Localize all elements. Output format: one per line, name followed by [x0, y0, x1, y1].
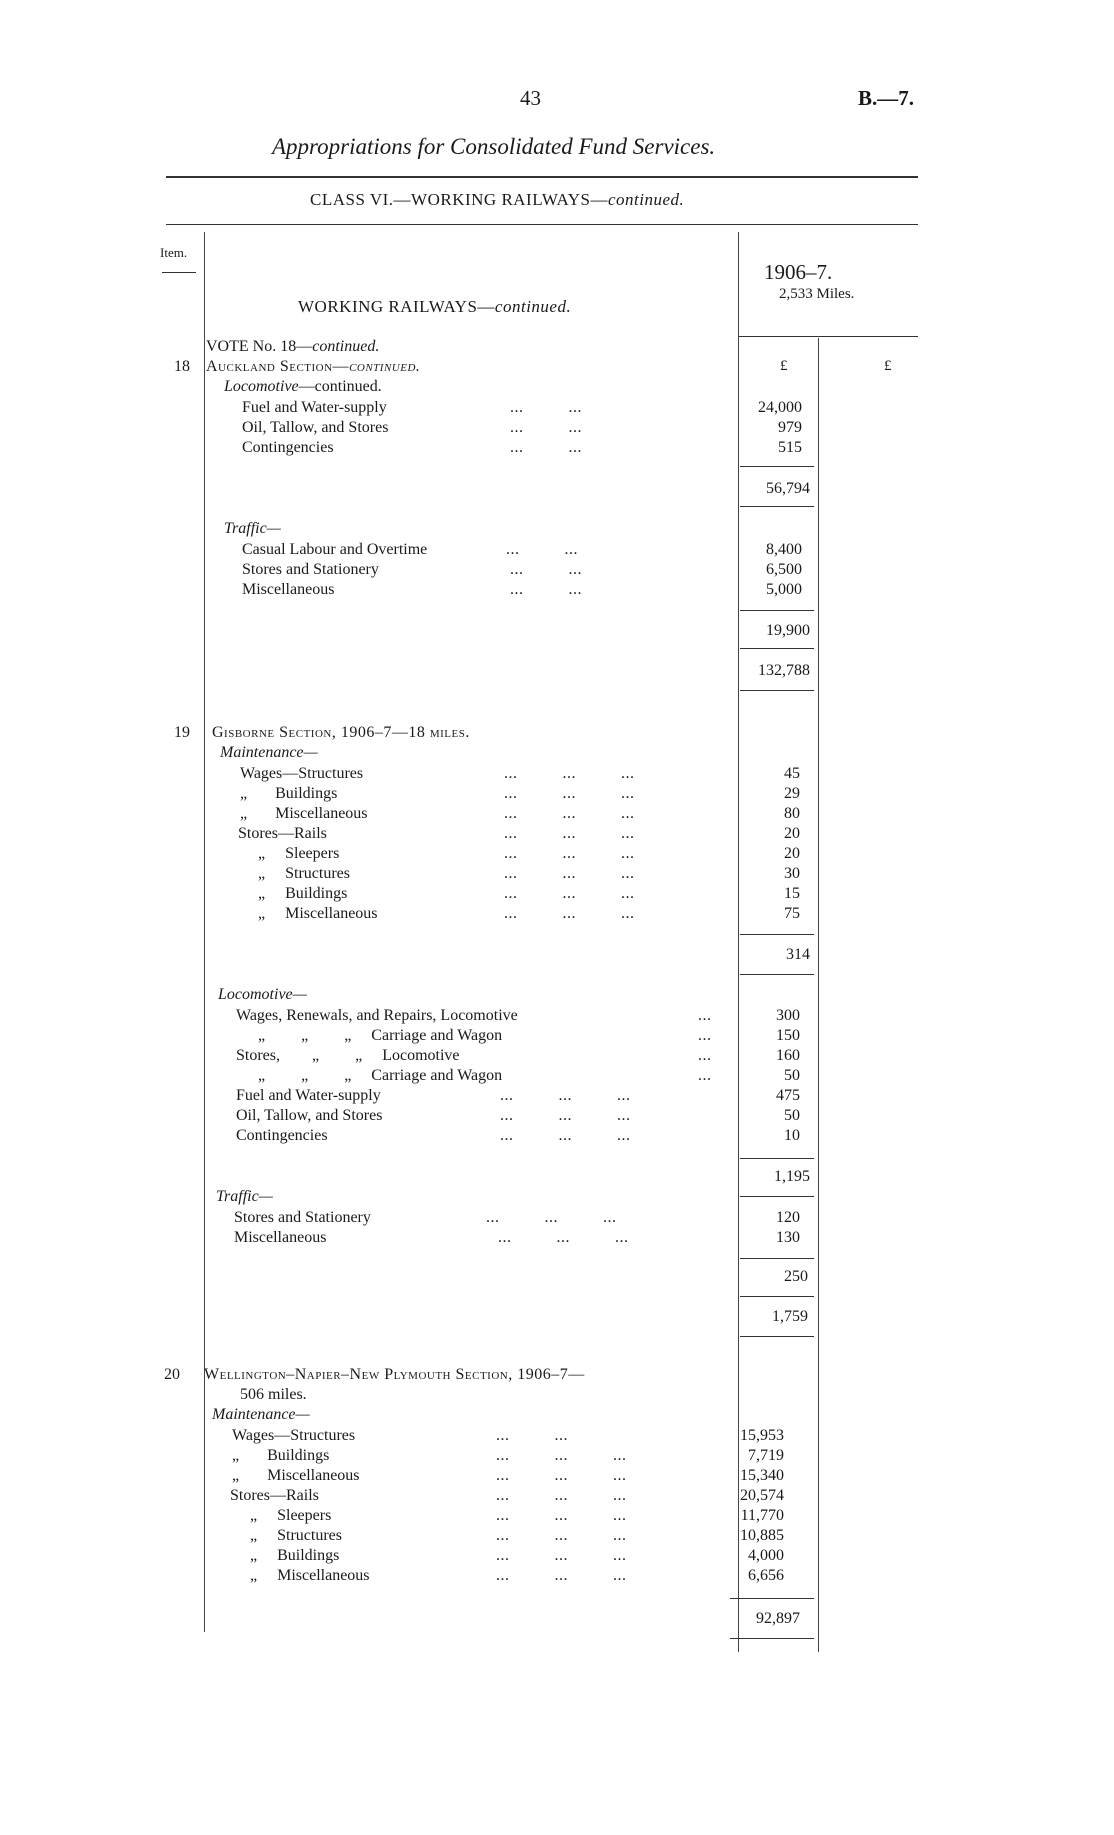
- table-row: [238, 824, 812, 844]
- subtotal-rule: [730, 1638, 814, 1639]
- row-amount: 20: [784, 845, 800, 862]
- leader-dots: ...: [698, 1047, 712, 1064]
- table-row: [258, 1066, 812, 1086]
- row-amount: 50: [784, 1067, 800, 1084]
- item-header-rule: [162, 272, 196, 273]
- row-label: Contingencies: [236, 1127, 328, 1144]
- leader-dots: ...: [698, 1007, 712, 1024]
- row-label: Stores—Rails: [238, 825, 327, 842]
- leader-dots: ... ...: [510, 439, 582, 456]
- table-row: [258, 1026, 812, 1046]
- leader-dots: ... ...: [510, 399, 582, 416]
- section-title-wellington-line2: 506 miles.: [240, 1386, 307, 1403]
- row-label: Oil, Tallow, and Stores: [242, 419, 389, 436]
- table-row: [242, 398, 812, 418]
- row-amount: 300: [776, 1007, 800, 1024]
- leader-dots: ... ...: [496, 1427, 568, 1444]
- table-row: [236, 1046, 812, 1066]
- row-amount: 11,770: [740, 1507, 784, 1524]
- vote-heading: VOTE No. 18—continued.: [206, 338, 380, 355]
- subtotal-locomotive-gisborne: 1,195: [774, 1168, 810, 1185]
- title-rule: [166, 176, 918, 178]
- maintenance-heading: Maintenance—: [220, 744, 318, 761]
- row-amount: 150: [776, 1027, 800, 1044]
- row-amount: 979: [778, 419, 802, 436]
- table-row: [242, 580, 812, 600]
- table-row: [242, 418, 812, 438]
- traffic-heading: Traffic—: [216, 1188, 273, 1205]
- table-row: [250, 1526, 812, 1546]
- service-column-title: WORKING RAILWAYS—continued.: [298, 297, 572, 316]
- row-amount: 120: [776, 1209, 800, 1226]
- table-row: [250, 1506, 812, 1526]
- subtotal-rule: [740, 1158, 814, 1159]
- row-amount: 29: [784, 785, 800, 802]
- page-title: Appropriations for Consolidated Fund Services.: [272, 134, 716, 159]
- table-row: [236, 1106, 812, 1126]
- row-amount: 10,885: [740, 1527, 784, 1544]
- total-rule: [740, 1336, 814, 1337]
- table-row: [242, 438, 812, 458]
- leader-dots: ... ... ...: [504, 805, 635, 822]
- row-amount: 475: [776, 1087, 800, 1104]
- row-amount: 15: [784, 885, 800, 902]
- leader-dots: ... ...: [510, 561, 582, 578]
- row-label: „ Buildings: [232, 1447, 330, 1464]
- row-amount: 4,000: [748, 1547, 784, 1564]
- table-row: [240, 784, 812, 804]
- leader-dots: ... ... ...: [496, 1487, 627, 1504]
- row-label: Stores and Stationery: [234, 1209, 371, 1226]
- traffic-heading: Traffic—: [224, 520, 281, 537]
- item-column-header: Item.: [160, 245, 188, 260]
- leader-dots: ... ... ...: [496, 1547, 627, 1564]
- leader-dots: ... ... ...: [498, 1229, 629, 1246]
- leader-dots: ... ...: [506, 541, 578, 558]
- table-row: [242, 560, 812, 580]
- leader-dots: ...: [698, 1067, 712, 1084]
- leader-dots: ... ... ...: [496, 1447, 627, 1464]
- row-label: Miscellaneous: [242, 581, 335, 598]
- row-label: Wages, Renewals, and Repairs, Locomotive: [236, 1007, 518, 1024]
- maintenance-heading: Maintenance—: [212, 1406, 310, 1423]
- leader-dots: ... ... ...: [496, 1527, 627, 1544]
- row-amount: 6,500: [766, 561, 802, 578]
- table-row: [236, 1126, 812, 1146]
- row-label: Miscellaneous: [234, 1229, 327, 1246]
- table-row: [258, 904, 812, 924]
- subtotal-rule: [740, 1258, 814, 1259]
- leader-dots: ... ...: [510, 419, 582, 436]
- item-column-divider: [204, 232, 205, 1632]
- subtotal-rule: [730, 1598, 814, 1599]
- row-label: „ Structures: [258, 865, 350, 882]
- table-row: [250, 1546, 812, 1566]
- table-row: [236, 1086, 812, 1106]
- leader-dots: ... ... ...: [504, 865, 635, 882]
- row-amount: 7,719: [748, 1447, 784, 1464]
- amount-header-rule: [738, 336, 918, 337]
- table-row: [250, 1566, 812, 1586]
- row-amount: 515: [778, 439, 802, 456]
- page-number: 43: [520, 86, 541, 110]
- total-gisborne: 1,759: [772, 1308, 808, 1325]
- row-amount: 20,574: [740, 1487, 784, 1504]
- row-label: Contingencies: [242, 439, 334, 456]
- item-number-18: 18: [174, 358, 190, 375]
- table-top-rule: [166, 224, 918, 225]
- miles-header: 2,533 Miles.: [779, 286, 855, 302]
- subtotal-traffic-auckland: 19,900: [766, 622, 810, 639]
- year-header: 1906–7.: [764, 260, 833, 284]
- subtotal-rule: [740, 506, 814, 507]
- row-label: Fuel and Water-supply: [242, 399, 387, 416]
- section-title-wellington: Wellington–Napier–New Plymouth Section, 1906–7—: [204, 1366, 585, 1383]
- subtotal-maintenance-gisborne: 314: [786, 946, 810, 963]
- row-amount: 15,953: [740, 1427, 784, 1444]
- amount-column-right-divider: [818, 338, 819, 1652]
- table-row: [230, 1486, 812, 1506]
- row-label: „ „ „ Carriage and Wagon: [258, 1067, 503, 1084]
- row-label: „ Miscellaneous: [232, 1467, 360, 1484]
- row-label: „ Sleepers: [250, 1507, 332, 1524]
- subtotal-rule: [740, 974, 814, 975]
- leader-dots: ... ... ...: [504, 785, 635, 802]
- table-row: [240, 804, 812, 824]
- leader-dots: ... ... ...: [504, 885, 635, 902]
- row-amount: 15,340: [740, 1467, 784, 1484]
- pound-sign-col2: £: [884, 358, 892, 374]
- subtotal-rule: [740, 934, 814, 935]
- leader-dots: ... ... ...: [486, 1209, 617, 1226]
- leader-dots: ... ... ...: [500, 1087, 631, 1104]
- total-auckland: 132,788: [758, 662, 810, 679]
- section-title-auckland: Auckland Section—continued.: [206, 358, 421, 375]
- row-label: „ Buildings: [258, 885, 348, 902]
- leader-dots: ... ...: [510, 581, 582, 598]
- item-number-19: 19: [174, 724, 190, 741]
- row-label: „ Miscellaneous: [240, 805, 368, 822]
- section-title-gisborne: Gisborne Section, 1906–7—18 miles.: [212, 724, 470, 741]
- row-label: „ Sleepers: [258, 845, 340, 862]
- subtotal-rule: [740, 1196, 814, 1197]
- table-row: [258, 884, 812, 904]
- row-label: Stores and Stationery: [242, 561, 379, 578]
- leader-dots: ... ... ...: [504, 765, 635, 782]
- row-amount: 30: [784, 865, 800, 882]
- row-amount: 10: [784, 1127, 800, 1144]
- row-label: Casual Labour and Overtime: [242, 541, 428, 558]
- row-label: Fuel and Water-supply: [236, 1087, 381, 1104]
- row-label: „ Miscellaneous: [258, 905, 378, 922]
- row-amount: 6,656: [748, 1567, 784, 1584]
- subtotal-traffic-gisborne: 250: [784, 1268, 808, 1285]
- leader-dots: ... ... ...: [500, 1107, 631, 1124]
- table-row: [232, 1446, 812, 1466]
- document-code: B.—7.: [858, 86, 915, 110]
- row-amount: 130: [776, 1229, 800, 1246]
- row-amount: 24,000: [758, 399, 802, 416]
- table-row: [234, 1208, 812, 1228]
- locomotive-continued-heading: Locomotive—continued.: [224, 378, 382, 395]
- row-label: Wages—Structures: [232, 1427, 356, 1444]
- row-label: Wages—Structures: [240, 765, 364, 782]
- pound-sign-col1: £: [780, 358, 788, 374]
- row-amount: 20: [784, 825, 800, 842]
- table-row: [232, 1426, 812, 1446]
- leader-dots: ... ... ...: [504, 845, 635, 862]
- row-label: Oil, Tallow, and Stores: [236, 1107, 383, 1124]
- row-label: „ „ „ Carriage and Wagon: [258, 1027, 503, 1044]
- subtotal-rule: [740, 648, 814, 649]
- item-number-20: 20: [164, 1366, 180, 1383]
- table-row: [234, 1228, 812, 1248]
- row-amount: 5,000: [766, 581, 802, 598]
- row-label: Stores, „ „ Locomotive: [236, 1047, 460, 1064]
- row-amount: 8,400: [766, 541, 802, 558]
- leader-dots: ... ... ...: [496, 1467, 627, 1484]
- leader-dots: ... ... ...: [504, 825, 635, 842]
- locomotive-heading: Locomotive—: [218, 986, 307, 1003]
- leader-dots: ... ... ...: [496, 1507, 627, 1524]
- leader-dots: ...: [698, 1027, 712, 1044]
- total-rule: [740, 690, 814, 691]
- row-amount: 160: [776, 1047, 800, 1064]
- leader-dots: ... ... ...: [504, 905, 635, 922]
- class-title: CLASS VI.—WORKING RAILWAYS—continued.: [310, 190, 685, 209]
- table-row: [236, 1006, 812, 1026]
- row-amount: 80: [784, 805, 800, 822]
- table-row: [240, 764, 812, 784]
- leader-dots: ... ... ...: [500, 1127, 631, 1144]
- row-label: „ Miscellaneous: [250, 1567, 370, 1584]
- row-amount: 50: [784, 1107, 800, 1124]
- table-row: [258, 844, 812, 864]
- table-row: [232, 1466, 812, 1486]
- table-row: [242, 540, 812, 560]
- subtotal-rule: [740, 466, 814, 467]
- row-amount: 45: [784, 765, 800, 782]
- leader-dots: ... ... ...: [496, 1567, 627, 1584]
- row-amount: 75: [784, 905, 800, 922]
- subtotal-maintenance-wellington: 92,897: [756, 1610, 800, 1627]
- subtotal-rule: [740, 1296, 814, 1297]
- table-row: [258, 864, 812, 884]
- row-label: Stores—Rails: [230, 1487, 319, 1504]
- subtotal-rule: [740, 610, 814, 611]
- subtotal-locomotive-auckland: 56,794: [766, 480, 810, 497]
- row-label: „ Buildings: [250, 1547, 340, 1564]
- row-label: „ Buildings: [240, 785, 338, 802]
- row-label: „ Structures: [250, 1527, 342, 1544]
